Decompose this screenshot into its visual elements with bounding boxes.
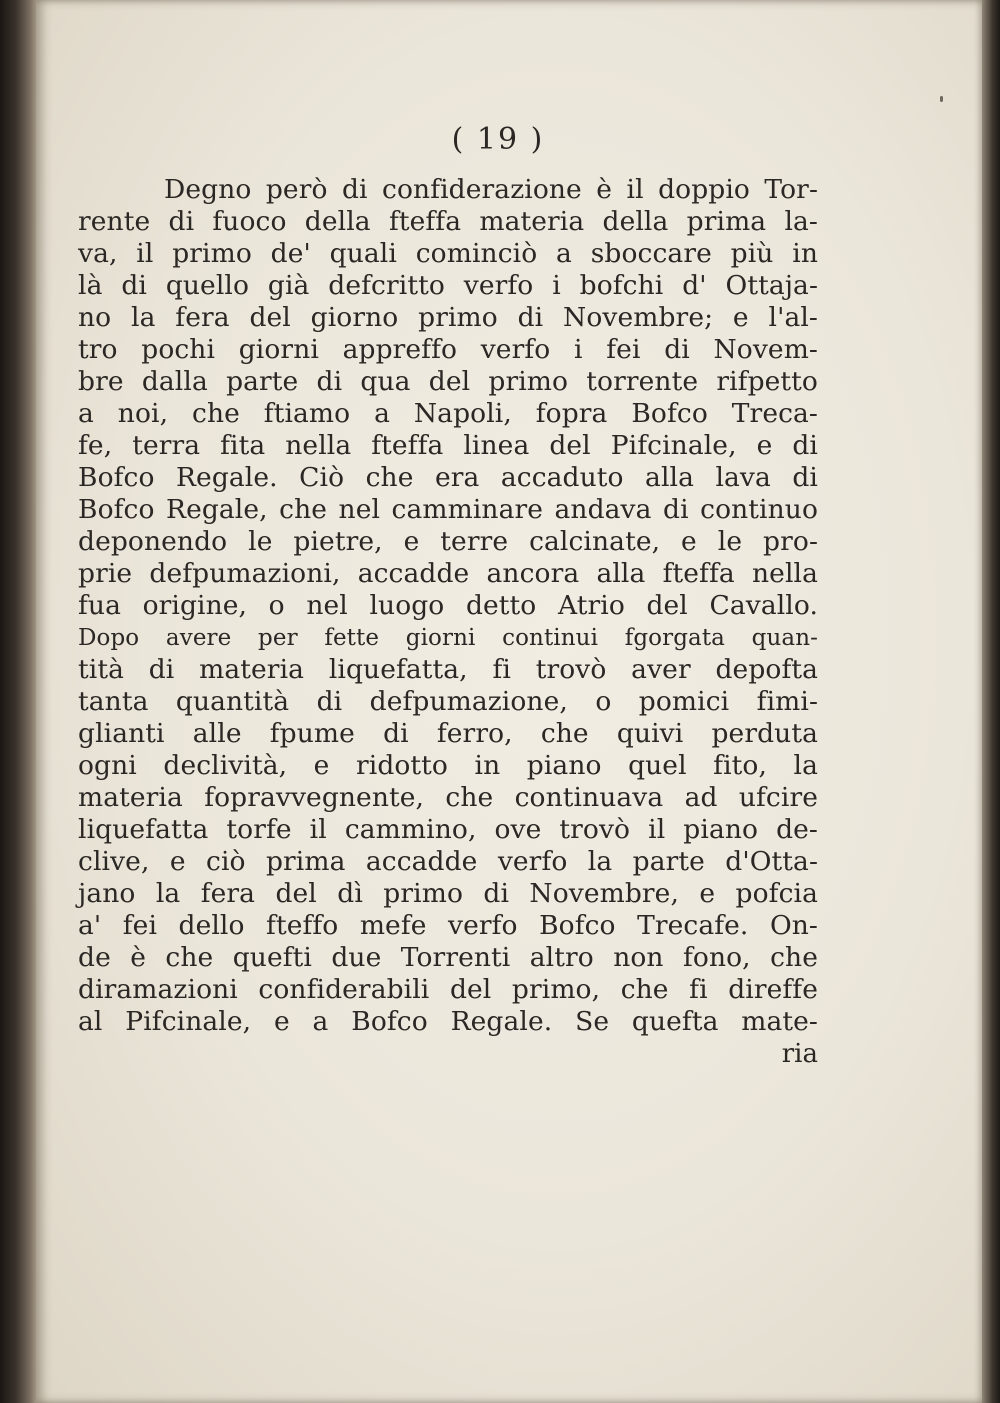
text-line: a' fei dello fteffo mefe verfo Bofco Trecafe. On- [78, 910, 818, 941]
page-number: ( 19 ) [451, 122, 545, 157]
text-line: ogni declività, e ridotto in piano quel fito, la [78, 750, 818, 781]
text-line: là di quello già defcritto verfo i bofchi d' Ottaja- [78, 270, 818, 301]
text-line: Bofco Regale. Ciò che era accaduto alla lava di [78, 462, 818, 493]
text-line: materia fopravvegnente, che continuava ad ufcire [78, 782, 818, 813]
text-line: Bofco Regale, che nel camminare andava di continuo [78, 494, 818, 525]
paper-speck [940, 96, 943, 102]
text-line: tanta quantità di defpumazione, o pomici fimi- [78, 686, 818, 717]
book-gutter [0, 0, 40, 1403]
text-line: al Pifcinale, e a Bofco Regale. Se quefta mate- [78, 1006, 818, 1037]
text-line: diramazioni confiderabili del primo, che fi direffe [78, 974, 818, 1005]
text-line: deponendo le pietre, e terre calcinate, e le pro- [78, 526, 818, 557]
text-line: fua origine, o nel luogo detto Atrio del Cavallo. [78, 590, 818, 621]
catchword: ria [781, 1039, 818, 1069]
text-line: glianti alle fpume di ferro, che quivi perduta [78, 718, 818, 749]
text-line: no la fera del giorno primo di Novembre; e l'al- [78, 302, 818, 333]
text-line: va, il primo de' quali cominciò a sboccare più in [78, 238, 818, 269]
text-line: rente di fuoco della fteffa materia della prima la- [78, 206, 818, 237]
text-line: a noi, che ftiamo a Napoli, fopra Bofco Treca- [78, 398, 818, 429]
page-edge [982, 0, 1000, 1403]
text-line: clive, e ciò prima accadde verfo la parte d'Otta- [78, 846, 818, 877]
text-line: liquefatta torfe il cammino, ove trovò il piano de- [78, 814, 818, 845]
text-line: jano la fera del dì primo di Novembre, e pofcia [78, 878, 818, 909]
page-text [78, 120, 818, 1070]
text-line: tro pochi giorni appreffo verfo i fei di Novem- [78, 334, 818, 365]
text-line: tità di materia liquefatta, fi trovò aver depofta [78, 654, 818, 685]
text-line: Dopo avere per fette giorni continui fgorgata quan- [78, 625, 818, 651]
text-line: fe, terra fita nella fteffa linea del Pifcinale, e di [78, 430, 818, 461]
text-line: Degno però di confiderazione è il doppio Tor- [164, 174, 818, 205]
text-line: bre dalla parte di qua del primo torrente rifpetto [78, 366, 818, 397]
text-line: de è che quefti due Torrenti altro non fono, che [78, 942, 818, 973]
text-line: prie defpumazioni, accadde ancora alla fteffa nella [78, 558, 818, 589]
